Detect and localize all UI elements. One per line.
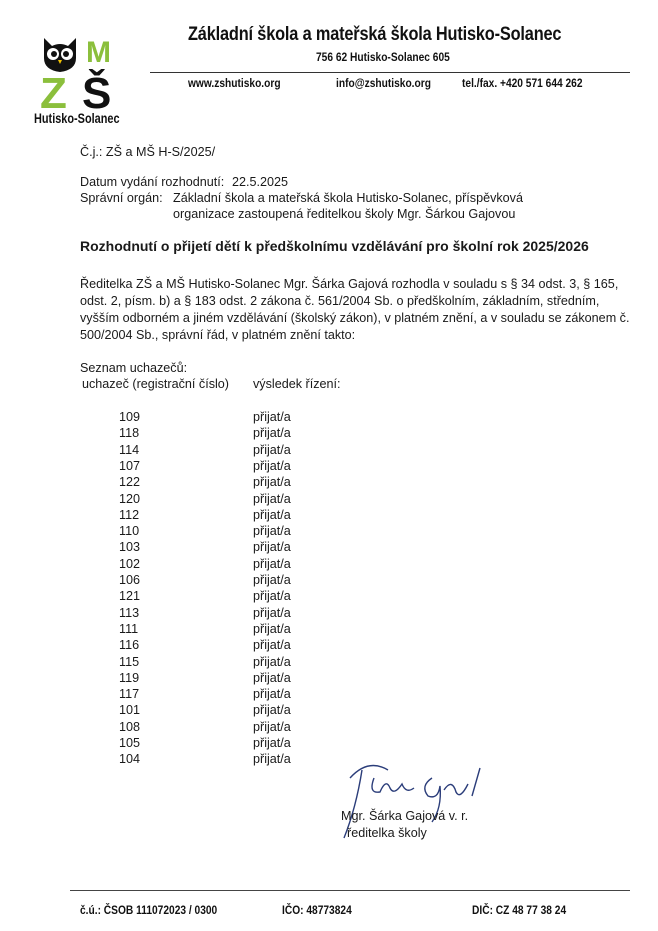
decision-paragraph <box>80 276 640 344</box>
applicant-id: 117 <box>119 687 140 701</box>
applicant-id: 102 <box>119 557 141 571</box>
svg-text:Z: Z <box>40 69 67 118</box>
applicant-result: přijat/a <box>253 671 291 685</box>
issue-date-label: Datum vydání rozhodnutí: <box>80 175 225 189</box>
authority-line-1: Základní škola a mateřská škola Hutisko-Solanec, příspěvková <box>173 191 523 205</box>
document-title: Rozhodnutí o přijetí dětí k předškolnímu vzdělávání pro školní rok 2025/2026 <box>80 238 589 254</box>
applicant-result: přijat/a <box>253 752 291 766</box>
applicant-result: přijat/a <box>253 492 291 506</box>
applicant-result: přijat/a <box>253 426 291 440</box>
applicant-id: 122 <box>119 475 141 489</box>
applicant-result: přijat/a <box>253 410 291 424</box>
applicant-result: přijat/a <box>253 720 291 734</box>
phone-number: tel./fax. +420 571 644 262 <box>462 76 583 90</box>
applicant-id: 101 <box>119 703 141 717</box>
applicant-result: přijat/a <box>253 687 291 701</box>
school-name: Základní škola a mateřská škola Hutisko-Solanec <box>188 24 562 45</box>
authority-line-2: organizace zastoupená ředitelkou školy Mgr. Šárkou Gajovou <box>173 207 516 221</box>
applicant-result: přijat/a <box>253 573 291 587</box>
applicant-result: přijat/a <box>253 703 291 717</box>
applicant-id: 114 <box>119 443 140 457</box>
svg-text:M: M <box>86 36 111 69</box>
applicant-result: přijat/a <box>253 638 291 652</box>
vat-id: DIČ: CZ 48 77 38 24 <box>472 903 567 917</box>
applicant-result: přijat/a <box>253 459 291 473</box>
applicant-result: přijat/a <box>253 443 291 457</box>
bank-account: č.ú.: ČSOB 111072023 / 0300 <box>80 903 218 917</box>
applicant-id: 111 <box>119 622 139 636</box>
website-link[interactable]: www.zshutisko.org <box>188 76 281 90</box>
column-header-result: výsledek řízení: <box>253 377 341 391</box>
applicant-result: přijat/a <box>253 655 291 669</box>
applicant-id: 121 <box>119 589 141 603</box>
applicant-id: 118 <box>119 426 140 440</box>
email-link[interactable]: info@zshutisko.org <box>336 76 431 90</box>
applicant-id: 106 <box>119 573 141 587</box>
applicant-id: 110 <box>119 524 140 538</box>
applicant-id: 108 <box>119 720 141 734</box>
applicant-result: přijat/a <box>253 524 291 538</box>
signatory-name: Mgr. Šárka Gajová v. r. <box>341 809 469 823</box>
paragraph-line: odst. 2, písm. b) a § 183 odst. 2 zákona č. 561/2004 Sb. o předškolním, základním, středním, <box>80 294 600 308</box>
applicant-result: přijat/a <box>253 622 291 636</box>
list-label: Seznam uchazečů: <box>80 361 188 375</box>
applicant-id: 109 <box>119 410 141 424</box>
paragraph-line: vyšším odborném a jiném vzdělávání (školský zákon), v platném znění, a v souladu se zákonem č. <box>80 311 630 325</box>
school-logo <box>34 36 130 146</box>
applicant-id: 115 <box>119 655 140 669</box>
owl-logo-icon <box>38 36 130 146</box>
applicant-id: 116 <box>119 638 140 652</box>
applicant-id: 104 <box>119 752 141 766</box>
applicant-id: 119 <box>119 671 140 685</box>
applicant-result: přijat/a <box>253 557 291 571</box>
company-id: IČO: 48773824 <box>282 903 352 917</box>
applicant-result: přijat/a <box>253 508 291 522</box>
applicant-id: 107 <box>119 459 141 473</box>
paragraph-line: 500/2004 Sb., správní řád, v platném znění takto: <box>80 328 356 342</box>
applicant-id: 112 <box>119 508 140 522</box>
applicant-id: 113 <box>119 606 140 620</box>
applicant-result: přijat/a <box>253 475 291 489</box>
signatory-role: ředitelka školy <box>347 826 427 840</box>
authority-label: Správní orgán: <box>80 191 163 205</box>
applicant-id: 120 <box>119 492 141 506</box>
applicant-result: přijat/a <box>253 606 291 620</box>
school-address: 756 62 Hutisko-Solanec 605 <box>316 50 450 64</box>
logo-caption: Hutisko-Solanec <box>34 110 120 126</box>
issue-date: 22.5.2025 <box>232 175 289 189</box>
applicant-result: přijat/a <box>253 540 291 554</box>
reference-number: Č.j.: ZŠ a MŠ H-S/2025/ <box>80 145 216 159</box>
applicant-id: 105 <box>119 736 141 750</box>
applicant-result: přijat/a <box>253 589 291 603</box>
applicant-id: 103 <box>119 540 141 554</box>
svg-text:Š: Š <box>82 69 112 118</box>
applicant-result: přijat/a <box>253 736 291 750</box>
column-header-applicant: uchazeč (registrační číslo) <box>82 377 229 391</box>
paragraph-line: Ředitelka ZŠ a MŠ Hutisko-Solanec Mgr. Šárka Gajová rozhodla v souladu s § 34 odst. 3, § 165, <box>80 277 619 291</box>
footer-divider <box>70 890 630 891</box>
header-divider <box>150 72 630 73</box>
